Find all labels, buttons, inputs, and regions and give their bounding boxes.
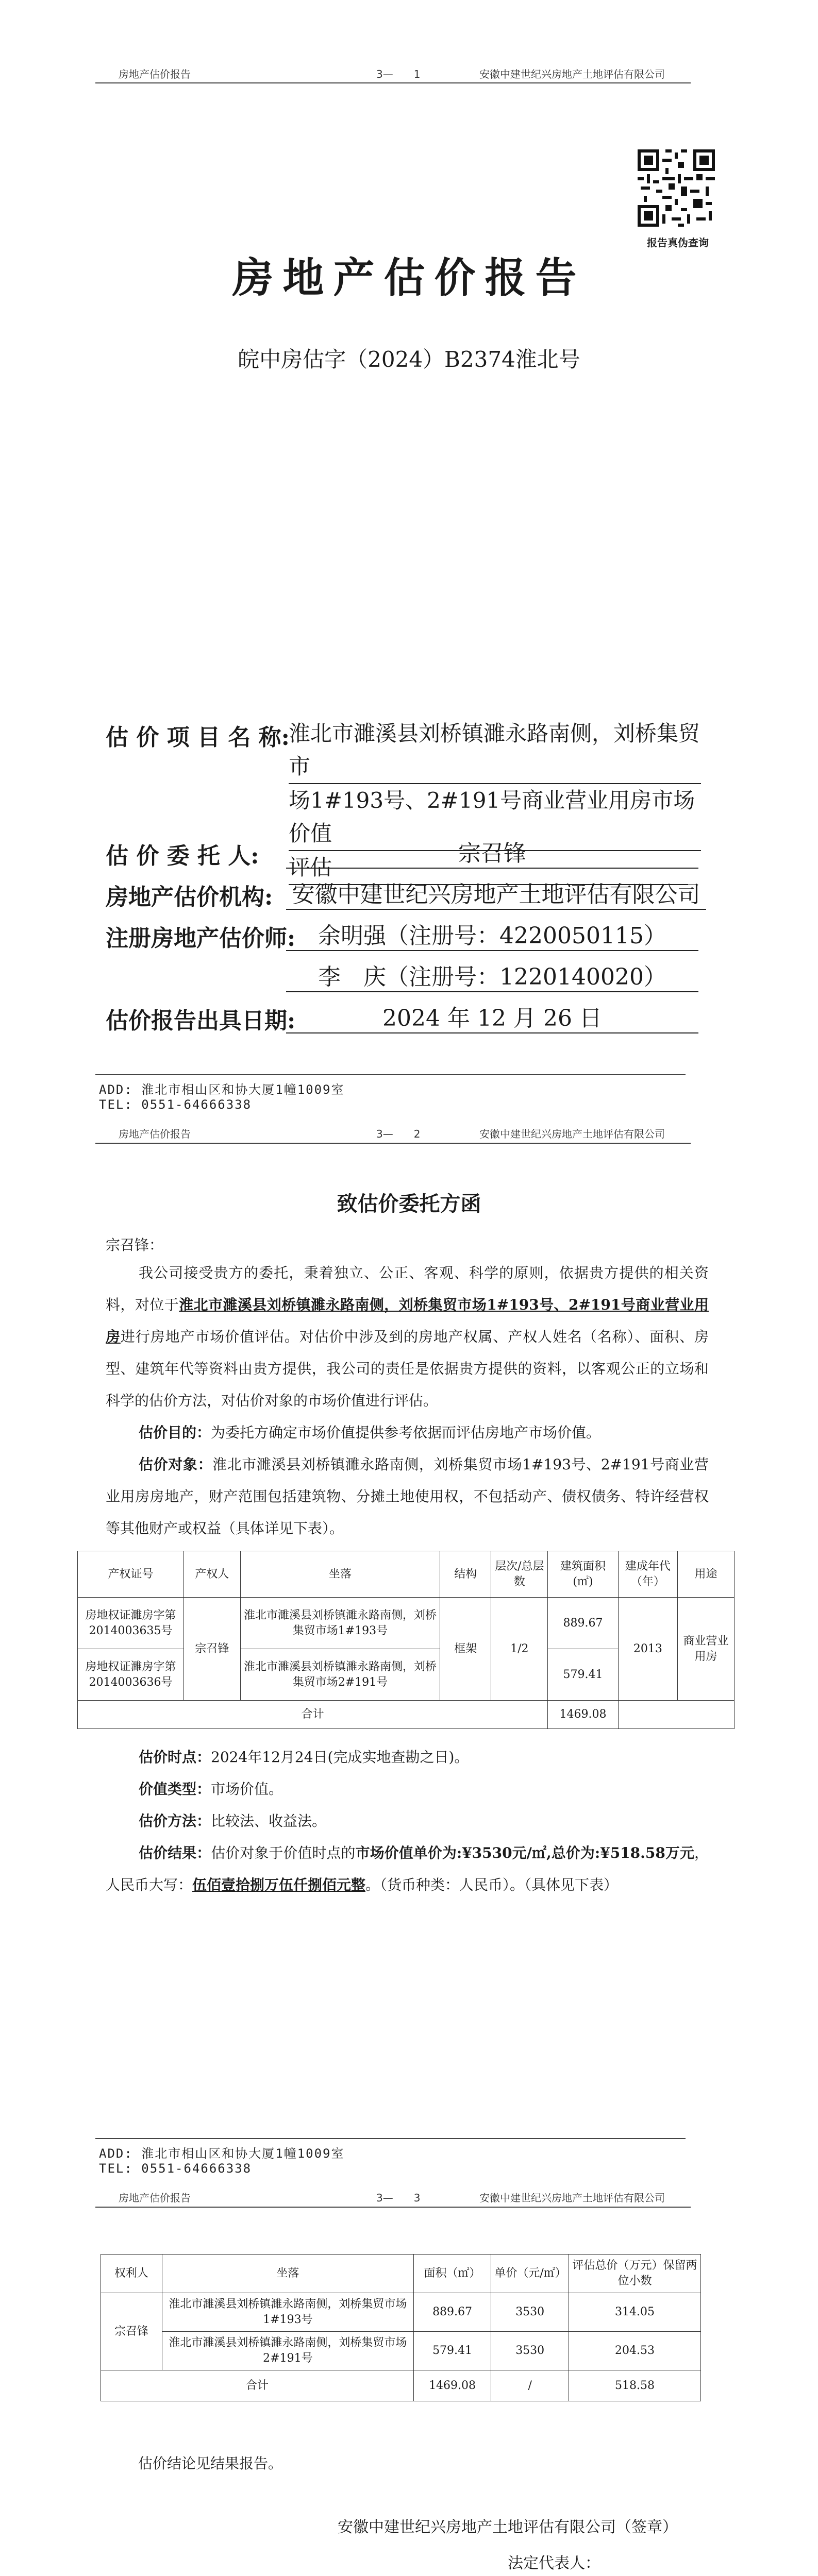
report-number: 皖中房估字（2024）B2374淮北号 [238,347,580,372]
agency-label: 房地产估价机构: [106,884,273,910]
page3-header-rule [95,2207,691,2208]
method-text: 比较法、收益法。 [211,1812,327,1829]
qr-caption: 报告真伪查询 [647,236,709,249]
vrow1-location: 淮北市濉溪县刘桥镇濉永路南侧，刘桥集贸市场1#193号 [162,2293,414,2332]
valuation-total-value: 518.58 [569,2370,701,2401]
result-text-a: 估价对象于价值时点的 [211,1844,356,1861]
page2-header-right: 安徽中建世纪兴房地产土地评估有限公司 [479,1128,665,1140]
th-cert: 产权证号 [78,1551,184,1598]
page3-header-left: 房地产估价报告 [119,2192,191,2204]
method-label: 估价方法： [139,1812,211,1829]
page3-header-right: 安徽中建世纪兴房地产土地评估有限公司 [479,2192,665,2204]
purpose-label: 估价目的： [139,1424,211,1441]
page1-title: 房地产估价报告 [232,253,586,302]
table-row [101,2293,701,2332]
table-total-empty [618,1701,734,1729]
agency-value: 安徽中建世纪兴房地产土地评估有限公司 [286,876,706,910]
letter-paragraph-1 [106,1257,709,1417]
client-value: 宗召锋 [286,835,698,869]
page2-header-page-number: 3— 2 [376,1128,421,1140]
table-year: 2013 [618,1598,677,1701]
page1-footer-tel: TEL: 0551-64666338 [99,1097,252,1112]
vrow2-price: 3530 [491,2332,569,2370]
vrow1-price: 3530 [491,2293,569,2332]
qr-code-icon[interactable] [638,149,715,227]
valuation-owner: 宗召锋 [101,2293,162,2370]
appraiser-1: 余明强（注册号：4220050115） [286,917,698,951]
row2-location: 淮北市濉溪县刘桥镇濉永路南侧，刘桥集贸市场2#191号 [240,1649,440,1701]
vrow2-location: 淮北市濉溪县刘桥镇濉永路南侧，刘桥集贸市场2#191号 [162,2332,414,2370]
para1-property: 淮北市濉溪县刘桥镇濉永路南侧，刘桥集贸市场1#193号、2#191号商业营业用房 [106,1296,709,1345]
company-signature: 安徽中建世纪兴房地产土地评估有限公司（签章） [338,2518,678,2536]
vrow1-area: 889.67 [413,2293,491,2332]
page2-footer-rule [95,2138,686,2139]
project-name-line-2: 场1#193号、2#191号商业营业用房市场价值 [289,784,701,851]
vrow1-total: 314.05 [569,2293,701,2332]
row2-cert: 房地权证濉房字第2014003636号 [78,1649,184,1701]
row1-cert: 房地权证濉房字第2014003635号 [78,1598,184,1649]
vrow2-total: 204.53 [569,2332,701,2370]
client-label: 估 价 委 托 人: [106,843,259,869]
page2-footer-address: ADD: 淮北市相山区和协大厦1幢1009室 [99,2146,345,2161]
method-paragraph [106,1805,709,1837]
valuation-total-price: / [491,2370,569,2401]
detail-note: 估价结论见结果报告。 [138,2455,283,2472]
page3-header-page-number: 3— 3 [376,2192,421,2204]
valuation-table [101,2254,701,2401]
purpose-text: 为委托方确定市场价值提供参考依据而评估房地产市场价值。 [211,1424,601,1441]
page2-footer-tel: TEL: 0551-64666338 [99,2161,252,2176]
report-date-label: 估价报告出具日期: [106,1008,296,1034]
table-total-area: 1469.08 [548,1701,619,1729]
result-text-c: ，人民币大写： [106,1844,709,1893]
valuation-total-label: 合计 [101,2370,414,2401]
report-date-value: 2024 年 12 月 26 日 [286,999,698,1033]
vth-owner: 权利人 [101,2255,162,2293]
project-name-line-3: 评估 [289,851,688,885]
appraiser-label: 注册房地产估价师: [106,925,296,952]
result-uppercase: 伍佰壹拾捌万伍仟捌佰元整 [192,1876,366,1893]
project-name-label: 估 价 项 目 名 称: [106,724,290,751]
object-text: 淮北市濉溪县刘桥镇濉永路南侧，刘桥集贸市场1#193号、2#191号商业营业用房房地产，财产范围包括建筑物、分摊土地使用权，不包括动产、债权债务、特许经营权等其他财产或权益（具体详见下表）。 [106,1456,709,1537]
letter-salutation: 宗召锋： [106,1236,164,1253]
table-row [78,1598,734,1649]
table-total-row [78,1701,734,1729]
object-label: 估价对象： [139,1456,213,1473]
page1-header-left: 房地产估价报告 [119,68,191,80]
purpose-paragraph [106,1417,709,1449]
type-label: 价值类型： [139,1781,211,1798]
valuation-table-header [101,2255,701,2293]
para1-text-b: 进行房地产市场价值评估。对估价中涉及到的房地产权属、产权人姓名（名称）、面积、房型、建筑年代等资料由贵方提供，我公司的责任是依据贵方提供的资料，以客观公正的立场和科学的估价方法，对估价对象的市场价值进行评估。 [106,1328,709,1409]
result-text-e: 。（货币种类：人民币）。（具体见下表） [365,1876,619,1893]
result-label: 估价结果： [139,1844,211,1861]
page2-header-left: 房地产估价报告 [119,1128,191,1140]
th-location: 坐落 [240,1551,440,1598]
time-paragraph [106,1741,709,1773]
row1-location: 淮北市濉溪县刘桥镇濉永路南侧，刘桥集贸市场1#193号 [240,1598,440,1649]
appraiser-2: 李 庆（注册号：1220140020） [286,958,698,992]
page1-header-right: 安徽中建世纪兴房地产土地评估有限公司 [479,68,665,80]
page1-footer-address: ADD: 淮北市相山区和协大厦1幢1009室 [99,1082,345,1097]
vth-location: 坐落 [162,2255,414,2293]
letter-title: 致估价委托方函 [337,1192,481,1216]
table-row [101,2332,701,2370]
row2-area: 579.41 [548,1649,619,1701]
result-value: 市场价值单价为:¥3530元/㎡,总价为:¥518.58万元 [355,1844,694,1861]
legal-representative: 法定代表人： [508,2554,600,2572]
para1-text-a: 我公司接受贵方的委托，秉着独立、公正、客观、科学的原则，依据贵方提供的相关资料，对位于 [106,1264,709,1313]
page1-footer-rule [95,1074,686,1075]
valuation-total-area: 1469.08 [413,2370,491,2401]
table-total-label: 合计 [78,1701,548,1729]
page1-header-page-number: 3— 1 [376,68,421,80]
time-text: 2024年12月24日(完成实地查勘之日)。 [211,1749,469,1766]
result-paragraph [106,1837,709,1901]
th-use: 用途 [678,1551,734,1598]
object-paragraph [106,1449,709,1545]
project-name-line-1: 淮北市濉溪县刘桥镇濉永路南侧，刘桥集贸市 [289,717,701,784]
table-floor: 1/2 [491,1598,548,1701]
page2-header-rule [95,1143,691,1144]
th-area: 建筑面积(㎡) [548,1551,619,1598]
table-use: 商业营业用房 [678,1598,734,1701]
table-structure: 框架 [440,1598,491,1701]
time-label: 估价时点： [139,1749,211,1766]
th-owner: 产权人 [183,1551,240,1598]
page1-header-rule [95,82,691,83]
vrow2-area: 579.41 [413,2332,491,2370]
valuation-total-row [101,2370,701,2401]
row1-area: 889.67 [548,1598,619,1649]
vth-area: 面积（㎡） [413,2255,491,2293]
type-paragraph [106,1773,709,1805]
th-floor: 层次/总层数 [491,1551,548,1598]
type-text: 市场价值。 [211,1781,283,1798]
vth-price: 单价（元/㎡） [491,2255,569,2293]
property-table [77,1551,734,1729]
table-owner: 宗召锋 [183,1598,240,1701]
th-year: 建成年代（年） [618,1551,677,1598]
th-structure: 结构 [440,1551,491,1598]
property-table-header [78,1551,734,1598]
vth-total: 评估总价（万元）保留两位小数 [569,2255,701,2293]
